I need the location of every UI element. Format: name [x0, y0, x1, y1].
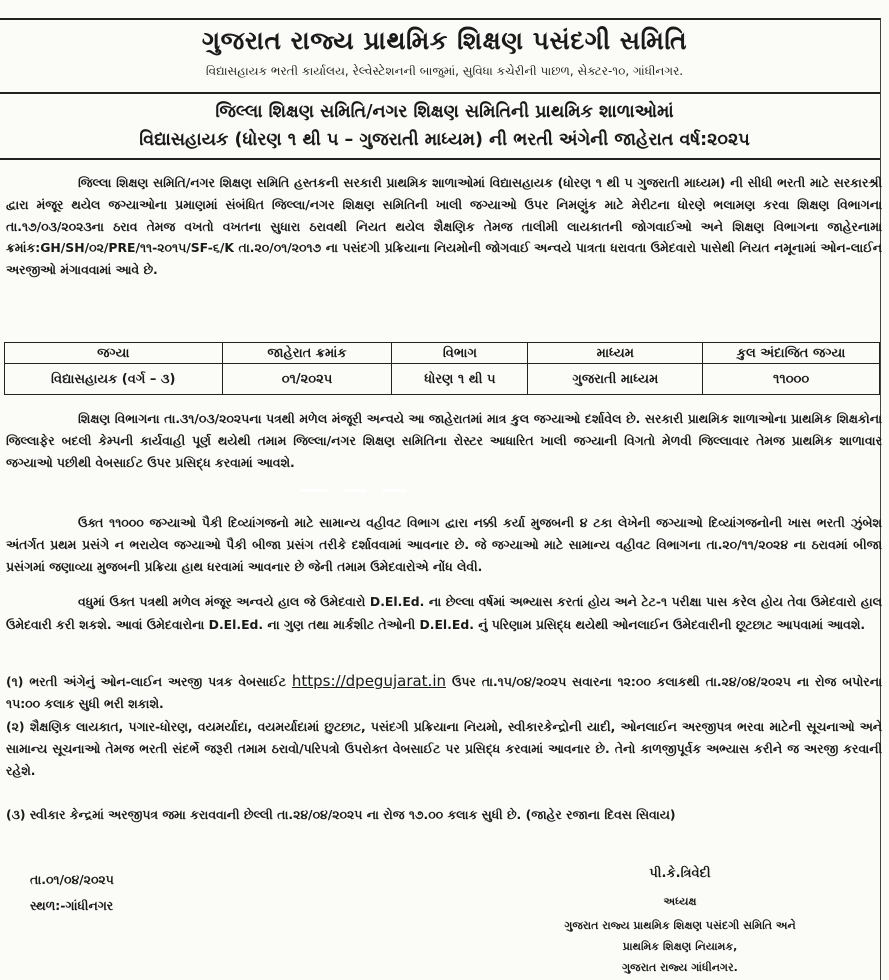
print-blemish — [300, 485, 410, 495]
cell-medium: ગુજરાતી માધ્યમ — [528, 364, 703, 395]
header — [0, 26, 889, 80]
signatory-line-2: પ્રાથમિક શિક્ષણ નિયામક, — [622, 940, 738, 953]
cell-post: વિદ્યાસહાયક (વર્ગ – ૩) — [5, 364, 223, 395]
intro-paragraph — [6, 172, 882, 281]
title-divider — [0, 158, 880, 160]
issue-date: તા.૦૧/૦૪/૨૦૨૫ — [30, 872, 114, 887]
table-header-row — [5, 343, 880, 364]
intro-text: જિલ્લા શિક્ષણ સમિતિ/નગર શિક્ષણ સમિતિ હસ્તકની સરકારી પ્રાથમિક શાળાઓમાં વિદ્યાસહાયક (ધોરણ ૧ થી ૫ ગુજરાતી માધ્યમ) ની સીધી ભરતી માટે સરકારશ્રી દ્વારા મંજૂર થયેલ જગ્યાઓના પ્રમાણમાં સંબંધિત જિલ્લા/નગર શિક્ષણ સમિતિની ખાલી જગ્યાઓ ઉપર નિમણુંક માટે મેરીટના ધોરણે ભલામણ કરવા શિક્ષણ વિભાગના તા.૧૭/૦૩/૨૦૨૩ના ઠરાવ તેમજ વખતો વખતના સુધારા ઠરાવથી નિયત થયેલ શૈક્ષણિક તેમજ તાલીમી લાયકાતની જોગવાઈઓ અને શિક્ષણ વિભાગના જાહેરનામા ક્રમાંક:GH/SH/૦૨/PRE/૧૧-૨૦૧૫/SF-૬/K તા.૨૦/૦૧/૨૦૧૭ ના પસંદગી પ્રક્રિયાના નિયમોની જોગવાઈ અન્વયે પાત્રતા ધરાવતા ઉમેદવારો પાસેથી નિયત નમૂનામાં ઓન-લાઈન અરજીઓ મંગાવવામાં આવે છે. — [6, 175, 882, 278]
table-row — [5, 364, 880, 395]
col-advt-no: જાહેરાત ક્રમાંક — [222, 343, 392, 364]
approval-paragraph — [6, 408, 882, 473]
note-3: (૩) સ્વીકાર કેન્દ્રમાં અરજીપત્ર જમા કરાવવાની છેલ્લી તા.૨૪/૦૪/૨૦૨૫ ના રોજ ૧૭.૦૦ કલાક સુધી છે. (જાહેર રજાના દિવસ સિવાય) — [6, 807, 676, 822]
cell-advt-no: ૦૧/૨૦૨૫ — [222, 364, 392, 395]
col-medium: માધ્યમ — [528, 343, 703, 364]
cell-section: ધોરણ ૧ થી ૫ — [392, 364, 528, 395]
note-2: (૨) શૈક્ષણિક લાયકાત, પગાર-ધોરણ, વયમર્યાદા, વયમર્યાદામાં છુટછાટ, પસંદગી પ્રક્રિયાના નિયમો, સ્વીકારકેન્દ્રોની યાદી, ઓનલાઈન અરજીપત્ર ભરવા માટેની સૂચનાઓ અને સામાન્ય સૂચનાઓ તેમજ ભરતી સંદર્ભે જરૂરી તમામ ઠરાવો/પરિપત્રો ઉપરોક્ત વેબસાઈટ પર પ્રસિદ્ધ કરવામાં આવનાર છે. તેનો કાળજીપૂર્વક અભ્યાસ કરીને જ અરજી કરવાની રહેશે. — [6, 719, 882, 778]
title-line-2: વિદ્યાસહાયક (ધોરણ ૧ થી ૫ – ગુજરાતી માધ્યમ) ની ભરતી અંગેની જાહેરાત વર્ષ:૨૦૨૫ — [139, 130, 750, 150]
divyang-text: ઉક્ત ૧૧૦૦૦ જગ્યાઓ પૈકી દિવ્યાંગજનો માટે સામાન્ય વહીવટ વિભાગ દ્વારા નક્કી કર્યા મુજબની ૪ ટકા લેખેની જગ્યાઓ દિવ્યાંગજનોની ખાસ ભરતી ઝુંબેશ અંતર્ગત પ્રથમ પ્રસંગે ન ભરાયેલ જગ્યાઓ પૈકી બીજા પ્રસંગ તરીકે દર્શાવવામાં આવનાર છે. જે જગ્યાઓ માટે સામાન્ય વહીવટ વિભાગના તા.૨૦/૧૧/૨૦૨૪ ના ઠરાવમાં બીજા પ્રસંગમાં જણાવ્યા મુજબની પ્રક્રિયા હાથ ધરવામાં આવનાર છે જેની તમામ ઉમેદવારોએ નોંધ લેવી. — [6, 515, 882, 574]
vacancy-table — [4, 342, 880, 395]
org-name: ગુજરાત રાજ્ય પ્રાથમિક શિક્ષણ પસંદગી સમિતિ — [201, 26, 688, 55]
page-border — [0, 18, 881, 980]
org-address: વિદ્યાસહાયક ભરતી કાર્યાલય, રેલ્વેસ્ટેશનની બાજુમાં, સુવિધા કચેરીની પાછળ, સેક્ટર-૧૦, ગાંધીનગર. — [205, 64, 684, 78]
note-1-before: (૧) ભરતી અંગેનું ઓન-લાઈન અરજી પત્રક વેબસાઈટ — [6, 674, 286, 689]
signatory-line-1: ગુજરાત રાજ્ય પ્રાથમિક શિક્ષણ પસંદગી સમિતિ અને — [564, 919, 796, 932]
header-divider — [0, 92, 880, 94]
signatory-designation: અધ્યક્ષ — [663, 895, 697, 908]
divyang-paragraph — [6, 512, 882, 577]
note-1 — [6, 671, 882, 715]
note-1-after: ઉપર તા.૧૫/૦૪/૨૦૨૫ સવારના ૧૨:૦૦ કલાકથી તા.૨૪/૦૪/૨૦૨૫ ના રોજ બપોરના ૧૫:૦૦ કલાક સુધી ભરી શકાશે. — [6, 674, 882, 711]
website-link[interactable]: https://dpegujarat.in — [291, 672, 446, 690]
col-post: જગ્યા — [5, 343, 223, 364]
cell-total-posts: ૧૧૦૦૦ — [703, 364, 880, 395]
signatory-name: પી.કે.ત્રિવેદી — [649, 866, 711, 881]
approval-text: શિક્ષણ વિભાગના તા.૩૧/૦૩/૨૦૨૫ના પત્રથી મળેલ મંજૂરી અન્વયે આ જાહેરાતમાં માત્ર કુલ જગ્યાઓ દર્શાવેલ છે. સરકારી પ્રાથમિક શાળાઓના પ્રાથમિક શિક્ષકોના જિલ્લાફેર બદલી કેમ્પની કાર્યવાહી પૂર્ણ થયેથી તમામ જિલ્લા/નગર શિક્ષણ સમિતિના રોસ્ટર આધારિત ખાલી જગ્યાની વિગતો મેળવી જિલ્લાવાર તેમજ પ્રાથમિક શાળાવાર જગ્યાઓ પછીથી વેબસાઈટ ઉપર પ્રસિદ્ધ કરવામાં આવશે. — [6, 411, 882, 470]
col-total-posts: કુલ અંદાજિત જગ્યા — [703, 343, 880, 364]
advertisement-title — [0, 98, 889, 154]
title-line-1: જિલ્લા શિક્ષણ સમિતિ/નગર શિક્ષણ સમિતિની પ્રાથમિક શાળાઓમાં — [215, 102, 674, 122]
deled-text: વધુમાં ઉક્ત પત્રથી મળેલ મંજૂર અન્વયે હાલ જે ઉમેદવારો D.El.Ed. ના છેલ્લા વર્ષમાં અભ્યાસ કરતાં હોય અને ટેટ-૧ પરીક્ષા પાસ કરેલ હોય તેવા ઉમેદવારો હાલ ઉમેદવારી કરી શકશે. આવાં ઉમેદવારોના D.El.Ed. ના ગુણ તથા માર્કશીટ તેઓની D.El.Ed. નું પરિણામ પ્રસિદ્ધ થયેથી ઓનલાઈન ઉમેદવારીની છૂટછાટ આપવામાં આવશે. — [6, 594, 882, 632]
issue-place: સ્થળ:-ગાંધીનગર — [30, 898, 114, 913]
deled-paragraph — [6, 591, 882, 636]
signatory-line-3: ગુજરાત રાજ્ય ગાંધીનગર. — [622, 961, 738, 974]
col-section: વિભાગ — [392, 343, 528, 364]
